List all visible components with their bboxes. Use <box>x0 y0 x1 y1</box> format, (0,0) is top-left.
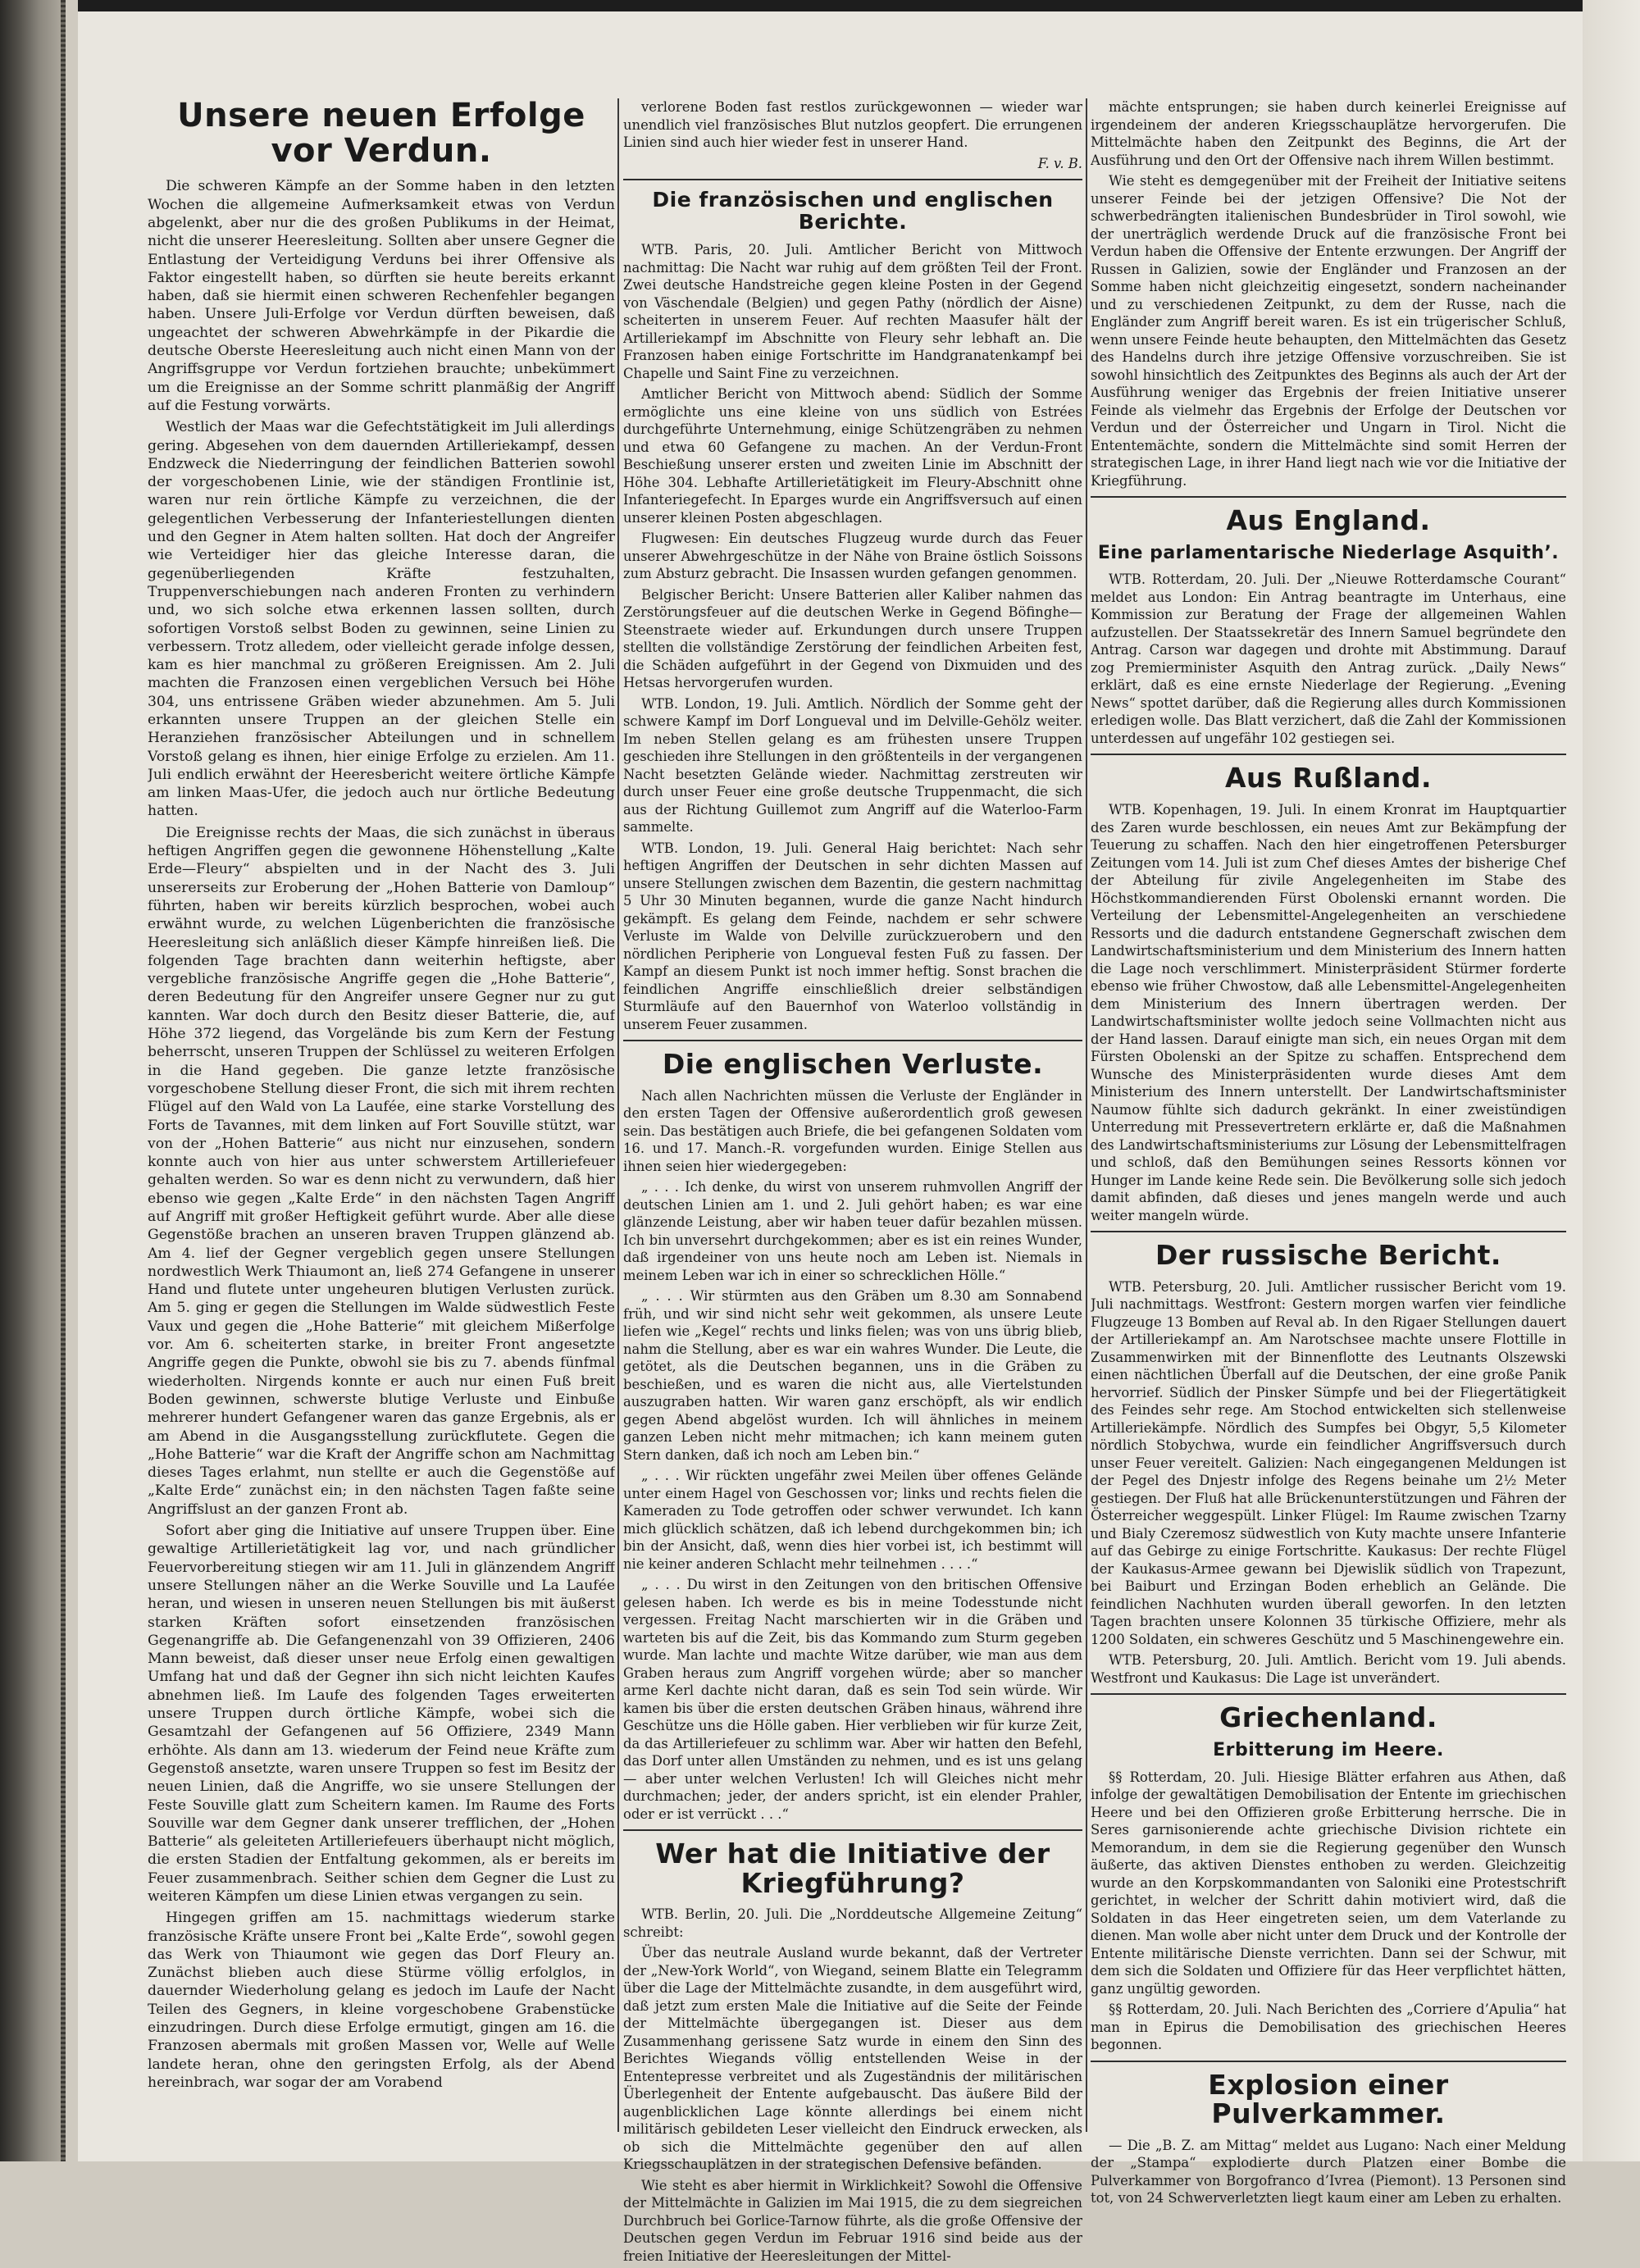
paragraph: Westlich der Maas war die Gefechtstätigkeit im Juli allerdings gering. Abgesehen von dem dauernden Artilleriekampf, dessen Endzweck die Niederringung der feindlichen Batterien sowohl der vorgeschobenen Linie, wie der ständigen Frontlinie ist, waren nur rein örtliche Kämpfe zu verzeichnen, die der gelegentlichen Verbesserung der Infanteriestellungen dienten und den Gegner in Atem halten sollten. Hat doch der Angreifer wie Verteidiger hier das gleiche Interesse daran, die gegenüberliegenden Kräfte festzuhalten, Truppenverschiebungen nach anderen Fronten zu verhindern und, wo sich solche etwa erkennen lassen sollten, durch sofortigen Vorstoß selbst Boden zu gewinnen, seine Linien zu verbessern. Trotz alledem, oder vielleicht gerade infolge dessen, kam es hier manchmal zu größeren Ereignissen. Am 2. Juli machten die Franzosen einen vergeblichen Versuch bei Höhe 304, uns entrissene Gräben wieder abzunehmen. Am 5. Juli erkannten unsere Truppen an der gleichen Stelle ein Heranziehen französischer Abteilungen und in schnellem Vorstoß gelang es ihnen, hier einige Erfolge zu erzielen. Am 11. Juli endlich erwähnt der Heeresbericht weitere örtliche Kämpfe am linken Maas-Ufer, die jedoch auch nur örtliche Bedeutung hatten. <box>148 419 615 820</box>
initiative-paragraph: Wie steht es aber hiermit in Wirklichkeit? Sowohl die Offensive der Mittelmächte in Galizien im Mai 1915, die zu dem siegreichen Durchbruch bei Gorlice-Tarnow führte, als die große Offensive der Deutschen gegen Verdun im Februar 1916 sind beide aus der freien Initiative der Heeresleitungen der Mittel- <box>623 2177 1082 2264</box>
report-paragraph: Flugwesen: Ein deutsches Flugzeug wurde durch das Feuer unserer Abwehrgeschütze in der Nähe von Braine östlich Soissons zum Absturz gebracht. Die Insassen wurden gefangen genommen. <box>623 531 1082 581</box>
headline-reports: Die französischen und englischen Berichte. <box>652 188 1054 234</box>
column-2 <box>623 98 1082 2268</box>
paragraph: Sofort aber ging die Initiative auf unsere Truppen über. Eine gewaltige Artillerietätigkeit lag vor, und nach gründlicher Feuervorbereitung stiegen wir am 11. Juli in glänzendem Angriff unsere Stellungen näher an die Werke Souville und La Laufée heran, und wiesen in unseren neuen Stellungen bis mit äußerst starken Kräften sofort einsetzenden französischen Gegenangriffe ab. Die Gefangenenzahl von 39 Offizieren, 2406 Mann beweist, daß dieser unser neue Erfolg einen gewaltigen Umfang hat und daß der Gegner ihn sich nicht leichten Kaufes abnehmen ließ. Im Laufe des folgenden Tages erweiterten unsere Truppen durch örtliche Kämpfe, wobei sich die Gesamtzahl der Gefangenen auf 56 Offiziere, 2349 Mann erhöhte. Als dann am 13. wiederum der Feind neue Kräfte zum Gegenstoß ansetzte, waren unsere Truppen so fest im Besitz der neuen Linien, daß die Angriffe, wo sie unsere Stellungen der Feste Souville glatt zum Scheitern kamen. Im Raume des Forts Souville war dem Gegner dank unserer trefflichen, der „Hohen Batterie“ als geleiteten Artilleriefeuers überhaupt nicht möglich, die ersten Stadien der Entfaltung gekommen, als er bereits im Feuer zusammenbrach. Seither schien dem Gegner die Lust zu weiteren Kämpfen um diese Linien etwas vergangen zu sein. <box>148 1523 615 1905</box>
explosion-text: — Die „B. Z. am Mittag“ meldet aus Lugano: Nach einer Meldung der „Stampa“ explodierte durch Platzen einer Bombe die Pulverkammer von Borgofranco d’Ivrea (Piemont). 13 Personen sind tot, von 24 Schwerverletzten liegt kaum einer am Leben zu erhalten. <box>1091 2137 1566 2207</box>
headline-russian-report: Der russische Bericht. <box>1155 1239 1501 1271</box>
greece-text: §§ Rotterdam, 20. Juli. Hiesige Blätter erfahren aus Athen, daß infolge der gewaltätigen Demobilisation der Entente im griechischen Heere und bei den Offizieren große Erbitterung herrsche. Die in Seres garnisonierende achte griechische Division richtete ein Memorandum, in dem sie die Regierung gegenüber den Wunsch äußerte, das aktiven Dienstes enthoben zu werden. Gleichzeitig wurde an den Korpskommandanten von Saloniki eine Protestschrift gerichtet, in welcher der Schritt dahin motiviert wird, daß die Soldaten in das Heer eingetreten seien, um dem Vaterlande zu dienen. Man wolle aber nicht unter dem Druck und der Kontrolle der Entente militärische Dienste verrichten. Dann sei der Schwur, mit dem sich die Soldaten und Offiziere für das Heer verpflichtet hätten, ganz ungültig geworden. <box>1091 1769 1566 1997</box>
headline-explosion: Explosion einer Pulverkammer. <box>1208 2068 1449 2130</box>
headline-initiative: Wer hat die Initiative der Kriegführung? <box>655 1838 1050 1899</box>
column-rule-2 <box>1086 98 1087 2132</box>
report-paragraph: Belgischer Bericht: Unsere Batterien aller Kaliber nahmen das Zerstörungsfeuer auf die deutschen Werke in Gegend Böfinghe—Steenstraete wieder auf. Erkundungen durch unsere Truppen stellten die vollständige Zerstörung der feindlichen Arbeiten fest, die Schäden aufgeführt in der Gegend von Dixmuiden und des Hetsas hervorgerufen wurden. <box>623 586 1082 690</box>
letter-quote: „ . . . Wir stürmten aus den Gräben um 8.30 am Sonnabend früh, und wir sind nicht sehr weit gekommen, als unsere Leute liefen wie „Kegel“ rechts und links fielen; was von uns übrig blieb, nahm die Stellung, aber es war ein wahres Wunder. Die Leute, die getötet, als die Deutschen begannen, uns in die Gräben zu beschießen, und es waren die nicht aus, alle Viertelstunden auszugraben hatten. Wir waren ganz erschöpft, als wir endlich gegen Abend abgelöst wurden. Ich will ähnliches in meinem ganzen Leben nicht mehr mitmachen; ich kann meinem guten Stern danken, daß ich noch am Leben bin.“ <box>623 1288 1082 1463</box>
russia-text: WTB. Kopenhagen, 19. Juli. In einem Kronrat im Hauptquartier des Zaren wurde beschlossen, ein neues Amt zur Bekämpfung der Teuerung zu schaffen. Nach den hier eingetroffenen Petersburger Zeitungen vom 14. Juli ist zum Chef dieses Amtes der bisherige Chef der Abteilung für zivile Angelegenheiten im Stabe des Höchstkommandierenden Fürst Obolenski ernannt worden. Die Verteilung der Lebensmittel-Angelegenheiten an verschiedene Ressorts und die dadurch entstandene Gegnerschaft zwischen dem Landwirtschaftsministerium und dem Ministerium des Innern hatten die Lage noch verschlimmert. Ministerpräsident Stürmer forderte ebenso wie früher Chwostow, daß alle Lebensmittel-Angelegenheiten dem Ministerium des Innern übertragen werden. Der Landwirtschaftsminister wollte jedoch seine Vollmachten nicht aus der Hand lassen. Darauf einigte man sich, ein neues Organ mit dem Fürsten Obolenski an der Spitze zu schaffen. Entsprechend dem Wunsche des Ministerpräsidenten wurde dieses Amt dem Ministerium des Innern unterstellt. Der Landwirtschaftsminister Naumow fühlte sich dadurch gekränkt. In einer zweistündigen Unterredung mit Pressevertretern erklärte er, daß die Maßnahmen des Landwirtschaftsministeriums zur Lösung der Lebensmittelfragen und schloß, daß den Bemühungen seines Ressorts können vor Hunger im Lande keine Rede sein. Die Bevölkerung solle sich jedoch damit abfinden, daß dieses und jenes mangeln werde und auch weiter mangeln würde. <box>1091 802 1566 1223</box>
divider <box>623 1829 1082 1831</box>
losses-intro: Nach allen Nachrichten müssen die Verluste der Engländer in den ersten Tagen der Offensive außerordentlich groß gewesen sein. Das bestätigen auch Briefe, die bei gefangenen Soldaten vom 16. und 17. Manch.-R. vorgefunden wurden. Einige Stellen aus ihnen seien hier wiedergegeben: <box>623 1087 1082 1174</box>
subheadline-england: Eine parlamentarische Niederlage Asquith’. <box>1097 542 1560 563</box>
right-margin <box>1583 0 1640 2161</box>
divider <box>1091 2061 1566 2062</box>
initiative-continuation: mächte entsprungen; sie haben durch keinerlei Ereignisse auf irgendeinem der anderen Kriegsschauplätze hervorgerufen. Die Mittelmächte haben den Zeitpunkt des Beginns, die Art der Ausführung und den Ort der Offensive nach ihrem Willen bestimmt. <box>1091 99 1566 168</box>
england-text: WTB. Rotterdam, 20. Juli. Der „Nieuwe Rotterdamsche Courant“ meldet aus London: Ein Antrag beantragte im Unterhaus, eine Kommission zur Beratung der Frage der allgemeinen Wahlen aufzustellen. Der Staatssekretär des Innern Samuel begründete den Antrag. Carson war dagegen und drohte mit Abstimmung. Darauf zog Premierminister Asquith den Antrag zurück. „Daily News“ erklärt, daß es eine ernste Niederlage der Regierung. „Evening News“ spottet darüber, daß die Regierung alles durch Kommissionen erledigen wolle. Das Blatt verzichert, daß die Zahl der Kommissionen unterdessen auf ungefähr 102 gestiegen sei. <box>1091 572 1566 746</box>
divider <box>623 1040 1082 1041</box>
page-top-edge <box>78 0 1583 11</box>
paragraph: Die Ereignisse rechts der Maas, die sich zunächst in überaus heftigen Angriffen gegen die gewonnene Höhenstellung „Kalte Erde—Fleury“ abspielten und in der Nacht des 3. Juli unsererseits zur Eroberung der „Hohen Batterie von Damloup“ führten, haben wir bereits kürzlich besprochen, wobei auch erwähnt wurde, zu welchen Lügenberichten die französische Heeresleitung sich anläßlich dieser Kämpfe hinreißen ließ. Die folgenden Tage brachten dann weiterhin heftigste, aber vergebliche französische Angriffe gegen die „Hohe Batterie“, deren Bedeutung für den Angreifer unsere Gegner nur zu gut kannten. War doch durch den Besitz dieser Batterie, die, auf Höhe 372 liegend, das Vorgelände bis zum Kern der Festung beherrscht, unseren Truppen der Schlüssel zu weiteren Erfolgen in die Hand gegeben. Die ganze letzte französische vorgeschobene Stellung dieser Front, die sich mit ihrem rechten Flügel auf den Wald von La Laufée, eine starke Vorstellung des Forts de Tavannes, mit dem linken auf Fort Souville stützt, war von der „Hohen Batterie“ aus nicht nur einzusehen, sondern konnte auch von hier aus unter schwerstem Artilleriefeuer gehalten werden. So war es denn nicht zu verwundern, daß hier ebenso wie gegen „Kalte Erde“ in den nächsten Tagen Angriff auf Angriff mit großer Heftigkeit geführt wurde. Aber alle diese Gegenstöße brachen an unseren braven Truppen glänzend ab. Am 4. lief der Gegner vergeblich gegen unsere Stellungen nordwestlich Werk Thiaumont an, ließ 274 Gefangene in unserer Hand und flutete unter ungeheuren blutigen Verlusten zurück. Am 5. ging er gegen die Stellungen im Walde südwestlich Feste Vaux und gegen die „Hohe Batterie“ mit gleichem Mißerfolge vor. Am 6. scheiterten starke, in breiter Front angesetzte Angriffe gegen die Punkte, obwohl sie bis zu 7. abends fünfmal wiederholten. Nirgends konnte er auch nur einen Fuß breit Boden gewinnen, schwerste blutige Verluste und Einbuße mehrerer hundert Gefangener waren das ganze Ergebnis, als er am Abend in die Ausgangsstellung zurückflutete. Gegen die „Hohe Batterie“ war die Kraft der Angriffe schon am Nachmittag dieses Tages erlahmt, nun stellte er auch die Gegenstöße auf „Kalte Erde“ zunächst ein; in den nächsten Tagen faßte seine Angriffslust an der ganzen Front ab. <box>148 824 615 1518</box>
verdun-continuation: verlorene Boden fast restlos zurückgewonnen — wieder war unendlich viel französisches Blut nutzlos geopfert. Die errungenen Linien sind auch hier wieder fest in unserer Hand. <box>623 99 1082 150</box>
initiative-paragraph: WTB. Berlin, 20. Juli. Die „Norddeutsche Allgemeine Zeitung“ schreibt: <box>623 1906 1082 1940</box>
report-paragraph: Amtlicher Bericht von Mittwoch abend: Südlich der Somme ermöglichte uns eine kleine von uns südlich von Estrées durchgeführte Unternehmung, einige Schützengräben zu nehmen und etwa 60 Gefangene zu machen. An der Verdun-Front Beschießung unserer ersten und zweiten Linie im Abschnitt der Höhe 304. Lebhafte Artillerietätigkeit im Fleury-Abschnitt ohne Infanteriegefecht. In Eparges wurde ein Angriffsversuch auf einen unserer kleinen Posten abgeschlagen. <box>623 386 1082 526</box>
report-paragraph: WTB. Paris, 20. Juli. Amtlicher Bericht von Mittwoch nachmittag: Die Nacht war ruhig auf dem größten Teil der Front. Zwei deutsche Handstreiche gegen kleine Posten in der Gegend von Väschendale (Belgien) und gegen Pathy (nördlich der Aisne) scheiterten in unserem Feuer. Auf rechten Maasufer hält der Artilleriekampf im Abschnitte von Fleury sehr lebhaft an. Die Franzosen haben einige Fortschritte im Handgranatenkampf bei Chapelle und Saint Fine zu verzeichnen. <box>623 242 1082 381</box>
greece-text: §§ Rotterdam, 20. Juli. Nach Berichten des „Corriere d’Apulia“ hat man in Epirus die Demobilisation des griechischen Heeres begonnen. <box>1091 2002 1566 2052</box>
headline-verdun: Unsere neuen Erfolge vor Verdun. <box>177 98 585 171</box>
divider <box>1091 496 1566 498</box>
column-1 <box>148 98 615 2095</box>
letter-quote: „ . . . Du wirst in den Zeitungen von den britischen Offensive gelesen haben. Ich werde es bis in meine Todesstunde nicht vergessen. Freitag Nacht marschierten wir in die Gräben und warteten bis auf die Zeit, bis das Kommando zum Sturm gegeben wurde. Man lachte und machte Witze darüber, wie man aus dem Graben heraus zum Angriff vorgehen würde; aber so mancher arme Kerl dachte nicht daran, daß es sein Tod sein würde. Wir kamen bis über die ersten deutschen Gräben hinaus, während ihre Geschütze uns die Hölle gaben. Hier verblieben wir für kurze Zeit, da das Artilleriefeuer zu schlimm war. Aber wir hatten den Befehl, das Dorf unter allen Umständen zu nehmen, und es ist uns gelang — aber unter welchen Verlusten! Ich will Gleiches nicht mehr durchmachen; jeder, der anders spricht, ist ein elender Prahler, oder er ist verrückt . . .“ <box>623 1577 1082 1822</box>
russian-report-text: WTB. Petersburg, 20. Juli. Amtlicher russischer Bericht vom 19. Juli nachmittags. Westfront: Gestern morgen warfen vier feindliche Flugzeuge 13 Bomben auf Reval ab. In den Rigaer Stellungen dauert der Artilleriekampf an. Am Narotschsee machte unsere Flottille in Zusammenwirken mit der Binnenflotte des Leutnants Olszewski einen nächtlichen Überfall auf die Deutschen, der eine große Panik hervorrief. Südlich der Pinsker Sümpfe und bei der Fliegertätigkeit des Feindes sehr rege. Am Stochod entwickelten sich stellenweise Artilleriekämpfe. Nördlich des Sumpfes bei Obgyr, 5,5 Kilometer nördlich Stobychwa, wurde ein feindlicher Angriffsversuch durch unser Feuer vereitelt. Galizien: Nach eingegangenen Meldungen ist der Pegel des Dnjestr infolge des Regens beinahe um 2½ Meter gestiegen. Der Fluß hat alle Brückenunterstützungen und Fähren der Österreicher weggespült. Linker Flügel: Im Raume zwischen Tzarny und Bialy Czeremosz südwestlich von Kuty machte unsere Infanterie auf das Gebirge zu einige Fortschritte. Kaukasus: Der rechte Flügel der Kaukasus-Armee gewann bei Djewislik südlich von Trapezunt, bei Baiburt und Erzingan Boden erheblich an Gelände. Die feindlichen Nachhuten wurden überall geworfen. In den letzten Tagen brachten unsere Kolonnen 35 türkische Offiziere, mehr als 1200 Soldaten, ein schweres Geschütz und 5 Maschinengewehre ein. <box>1091 1278 1566 1647</box>
subheadline-greece: Erbitterung im Heere. <box>1213 1739 1444 1760</box>
column-3 <box>1091 98 1566 2211</box>
headline-england: Aus England. <box>1226 504 1431 536</box>
report-paragraph: WTB. London, 19. Juli. Amtlich. Nördlich der Somme geht der schwere Kampf im Dorf Longueval und im Delville-Gehölz weiter. Im neben Stellen gelang es am frühesten unsere Truppen geschieden ihre Stellungen in den größtenteils in der vergangenen Nacht besetzten Gelände wieder. Nachmittag zerstreuten wir durch unser Feuer eine große deutsche Truppenmacht, die sich aus der Richtung Guillemot zum Angriff auf die Waterloo-Farm sammelte. <box>623 695 1082 835</box>
paragraph: Hingegen griffen am 15. nachmittags wiederum starke französische Kräfte unsere Front bei „Kalte Erde“, sowohl gegen das Werk von Thiaumont wie gegen das Dorf Fleury an. Zunächst blieben auch diese Stürme völlig erfolglos, in dauernder Wiederholung gelang es jedoch im Laufe der Nacht Teilen des Gegners, in kleine vorgeschobene Grabenstücke einzudringen. Durch diese Erfolge ermutigt, gingen am 16. die Franzosen abermals mit großen Massen vor, Welle auf Welle landete heran, ohne den geringsten Erfolg, als der Abend hereinbrach, war sogar der am Vorabend <box>148 1910 615 2091</box>
initiative-continuation: Wie steht es demgegenüber mit der Freiheit der Initiative seitens unserer Feinde bei der jetzigen Offensive? Die Not der schwerbedrängten italienischen Bundesbrüder in Tirol sowohl, wie der unerträglich werdende Druck auf die französische Front bei Verdun haben die Offensive der Entente erzwungen. Der Angriff der Russen in Galizien, sowie der Engländer und Franzosen an der Somme haben nicht gleichzeitig eingesetzt, sondern nacheinander und zu verschiedenen Zeitpunkt, zu dem der Russe, nach die Engländer zum Angriff bereit waren. Es ist ein trügerischer Schluß, wenn unsere Feinde heute behaupten, den Mittelmächten das Gesetz des Handelns durch ihre jetzige Offensive vorzuschreiben. Sie ist sowohl hinsichtlich des Zeitpunktes des Beginns als auch der Art der Ausführung weniger das Ergebnis der freien Initiative unserer Feinde als vielmehr das Ergebnis der Erfolge der Deutschen vor Verdun und der Österreicher und Ungarn in Tirol. Nicht die Ententemächte, sondern die Mittelmächte sind somit Herren der strategischen Lage, in ihrer Hand liegt nach wie vor die Initiative der Kriegführung. <box>1091 173 1566 489</box>
book-binding <box>0 0 66 2161</box>
headline-greece: Griechenland. <box>1219 1701 1437 1734</box>
divider <box>1091 1693 1566 1695</box>
initiative-paragraph: Über das neutrale Ausland wurde bekannt, daß der Vertreter der „New-York World“, von Wiegand, seinem Blatte ein Telegramm über die Lage der Mittelmächte zusandte, in dem ausgeführt wird, daß jetzt zum ersten Male die Initiative auf die Seite der Feinde der Mittelmächte übergegangen ist. Dieser aus dem Zusammenhang gerissene Satz wurde in einem den Sinn des Berichtes Wiegands völlig entstellenden Weise in der Ententepresse verbreitet und als Zugeständnis der militärischen Überlegenheit der Entente aufgebauscht. Das äußere Bild der augenblicklichen Lage könnte allerdings bei einem nicht militärisch gebildeten Leser vielleicht den Eindruck erwecken, als ob sich die Mittelmächte gegenüber den auf allen Kriegsschauplätzen in der strategischen Defensive befänden. <box>623 1945 1082 2173</box>
report-paragraph: WTB. London, 19. Juli. General Haig berichtet: Nach sehr heftigen Angriffen der Deutschen in sehr dichten Massen auf unsere Stellungen zwischen dem Bazentin, die gestern nachmittag 5 Uhr 30 Minuten begannen, wurde die ganze Nacht hindurch gekämpft. Es gelang dem Feinde, nachdem er sehr schwere Verluste im Walde von Delville zurückzuerobern und den nördlichen Peripherie von Longueval festen Fuß zu fassen. Der Kampf an diesem Punkt ist noch immer heftig. Sonst brachen die feindlichen Angriffe einschließlich dreier selbständigen Sturmläufe auf den Bauernhof von Waterloo vollständig in unserem Feuer zusammen. <box>623 840 1082 1032</box>
letter-quote: „ . . . Ich denke, du wirst von unserem ruhmvollen Angriff der deutschen Linien am 1. und 2. Juli gehört haben; es war eine glänzende Leistung, aber wir haben teuer dafür bezahlen müssen. Ich bin unversehrt durchgekommen; aber es ist ein reines Wunder, daß irgendeiner von uns heute noch am Leben ist. Niemals in meinem Leben war ich in einer so schrecklichen Hölle.“ <box>623 1179 1082 1283</box>
column-rule-1 <box>617 98 619 2132</box>
headline-russia: Aus Rußland. <box>1224 762 1433 795</box>
divider <box>1091 1231 1566 1232</box>
headline-english-losses: Die englischen Verluste. <box>662 1048 1044 1080</box>
divider <box>623 179 1082 180</box>
russian-report-text: WTB. Petersburg, 20. Juli. Amtlich. Bericht vom 19. Juli abends. Westfront und Kaukasus: Die Lage ist unverändert. <box>1091 1652 1566 1686</box>
divider <box>1091 754 1566 755</box>
letter-quote: „ . . . Wir rückten ungefähr zwei Meilen über offenes Gelände unter einem Hagel von Geschossen vor; links und rechts fielen die Kameraden zu Tode getroffen oder schwer verwundet. Ich kann mich glücklich schätzen, daß ich lebend durchgekommen bin; ich bin der Ansicht, daß, wenn dies hier vorbei ist, ich bestimmt will nie keiner anderen Schlacht mehr teilnehmen . . . .“ <box>623 1468 1082 1572</box>
paragraph: Die schweren Kämpfe an der Somme haben in den letzten Wochen die allgemeine Aufmerksamkeit etwas von Verdun abgelenkt, aber nur die des großen Publikums in der Heimat, nicht die unserer Heeresleitung. Sollten aber unsere Gegner die Entlastung der Verteidigung Verduns bei ihrer Offensive als Faktor eingestellt haben, so dürften sie heute bereits erkannt haben, daß sie hiermit einen schweren Rechenfehler begangen haben. Unsere Juli-Erfolge vor Verdun dürften beweisen, daß ungeachtet der schweren Abwehrkämpfe in der Pikardie die deutsche Oberste Heeresleitung auch nicht einen Mann von der Angriffsgruppe vor Verdun fortziehen brauchte; unbekümmert um die Ereignisse an der Somme schritt planmäßig der Angriff auf die Festung vorwärts. <box>148 178 615 414</box>
author-signature: F. v. B. <box>1037 155 1082 171</box>
article-verdun <box>148 177 615 2092</box>
